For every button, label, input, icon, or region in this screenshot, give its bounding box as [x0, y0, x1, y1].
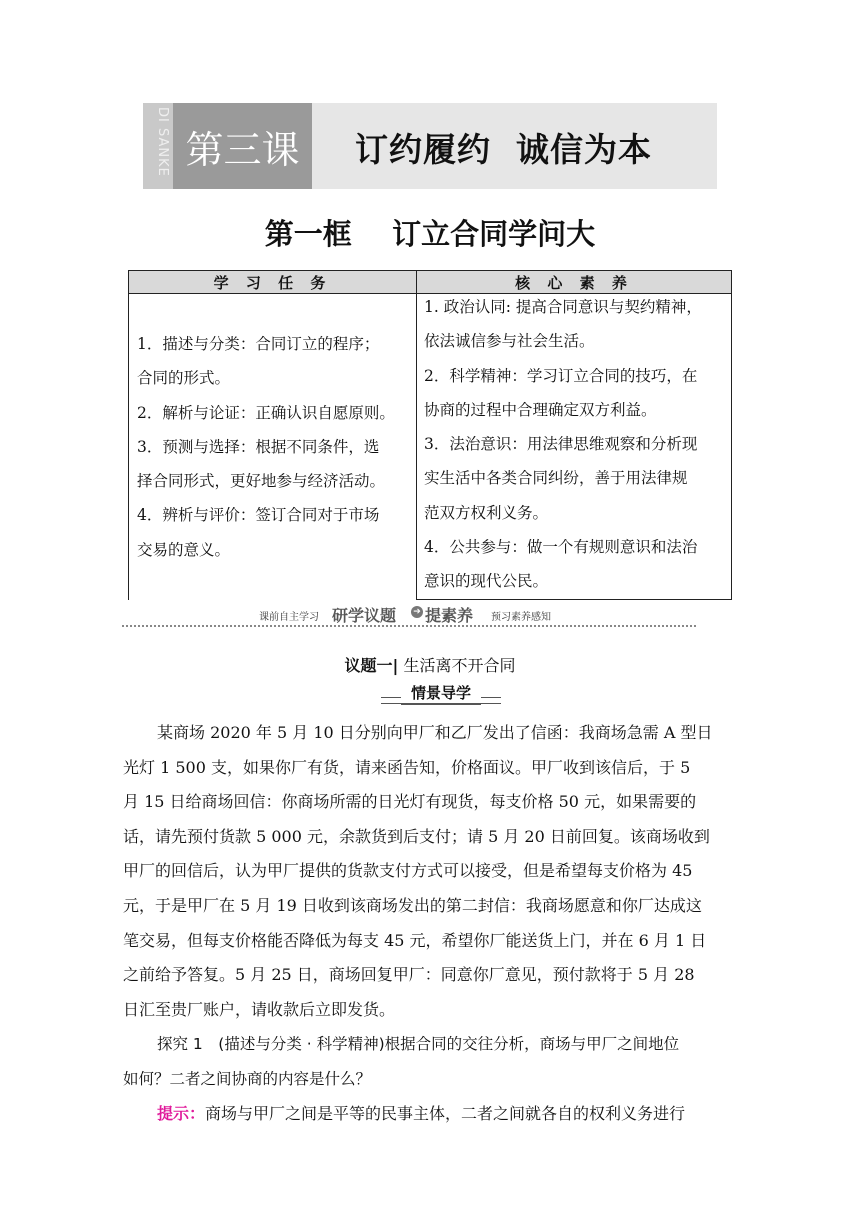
divider-title-2: 提素养: [425, 606, 474, 625]
literacy-line: 协商的过程中合理确定双方利益。: [424, 400, 657, 419]
frame-title: 第一框 订立合同学问大: [264, 217, 596, 251]
lesson-title: 订约履约 诚信为本: [355, 130, 652, 169]
divider-right-caption: 预习素养感知: [491, 612, 551, 623]
body-line: 之前给予答复。5 月 25 日，商场回复甲厂：同意你厂意见，预付款将于 5 月 28: [123, 965, 695, 985]
question-line: 探究 1 (描述与分类 · 科学精神)根据合同的交往分析，商场与甲厂之间地位: [157, 1035, 680, 1054]
table-right-border: [731, 293, 732, 600]
divider-left-caption: 课前自主学习: [259, 612, 319, 623]
body-line: 光灯 1 500 支，如果你厂有货，请来函告知，价格面议。甲厂收到该信后，于 5: [123, 757, 691, 777]
body-line: 某商场 2020 年 5 月 10 日分别向甲厂和乙厂发出了信函：我商场急需 A 型日: [157, 723, 713, 742]
section-divider: [122, 603, 696, 627]
tasks-line: 1．描述与分类：合同订立的程序；: [137, 335, 380, 353]
hint-label: 提示：: [157, 1103, 206, 1123]
scene-guide-text: 情景导学: [401, 683, 481, 705]
tasks-line: 2．解析与论证：正确认识自愿原则。: [137, 403, 395, 422]
hint-text: 商场与甲厂之间是平等的民事主体，二者之间就各自的权利义务进行: [205, 1103, 686, 1123]
scene-guide-label: [381, 683, 501, 705]
table-bottom-border: [416, 599, 732, 600]
table-header-tasks: 学 习 任 务: [128, 270, 417, 294]
literacy-line: 4．公共参与：做一个有规则意识和法治: [424, 538, 698, 557]
tasks-line: 4．辨析与评价：签订合同对于市场: [137, 506, 380, 525]
literacy-line: 1. 政治认同: 提高合同意识与契约精神，: [424, 298, 702, 316]
tasks-line: 交易的意义。: [137, 540, 231, 559]
topic-label: 议题一|: [344, 656, 399, 675]
literacy-line: 意识的现代公民。: [424, 572, 549, 591]
divider-title-1: 研学议题: [332, 606, 397, 625]
body-line: 日汇至贵厂账户，请收款后立即发货。: [123, 999, 396, 1019]
tasks-line: 3．预测与选择：根据不同条件，选: [137, 437, 380, 456]
literacy-line: 3．法治意识：用法律思维观察和分析现: [424, 435, 698, 454]
literacy-line: 2．科学精神：学习订立合同的技巧，在: [424, 366, 698, 385]
literacy-cell: [424, 290, 728, 599]
body-line: 笔交易，但每支价格能否降低为每支 45 元，希望你厂能送货上门，并在 6 月 1 日: [123, 930, 707, 950]
arrow-icon: ➔: [411, 606, 423, 618]
dotted-rule: [122, 625, 696, 627]
body-line: 月 15 日给商场回信：你商场所需的日光灯有现货，每支价格 50 元，如果需要的: [123, 792, 697, 812]
body-text: [123, 716, 738, 1131]
label-bar-left: [381, 697, 401, 704]
question-line: 如何？二者之间协商的内容是什么？: [123, 1069, 372, 1088]
tasks-cell: [137, 327, 413, 567]
table-header-literacy: 核 心 素 养: [416, 270, 732, 294]
banner-side-strip: [143, 103, 173, 189]
literacy-line: 范双方权利义务。: [424, 503, 549, 522]
label-bar-right: [481, 697, 501, 704]
hint-line: [123, 1097, 738, 1132]
topic-title: 生活离不开合同: [398, 656, 516, 675]
tasks-line: 合同的形式。: [137, 369, 231, 388]
body-line: 元，于是甲厂在 5 月 19 日收到该商场发出的第二封信：我商场愿意和你厂达成这: [123, 895, 702, 915]
literacy-line: 依法诚信参与社会生活。: [424, 332, 595, 351]
tasks-line: 择合同形式，更好地参与经济活动。: [137, 472, 386, 491]
body-line: 甲厂的回信后，认为甲厂提供的货款支付方式可以接受，但是希望每支价格为 45: [123, 861, 693, 881]
learning-tasks-table: [128, 270, 732, 600]
lesson-number: 第三课: [173, 103, 312, 189]
body-line: 话，请先预付货款 5 000 元，余款货到后支付；请 5 月 20 日前回复。该商场收到: [123, 826, 710, 846]
banner-side-text: DI SANKE: [155, 107, 170, 177]
literacy-line: 实生活中各类合同纠纷，善于用法律规: [424, 469, 688, 488]
topic-heading: [0, 653, 860, 676]
